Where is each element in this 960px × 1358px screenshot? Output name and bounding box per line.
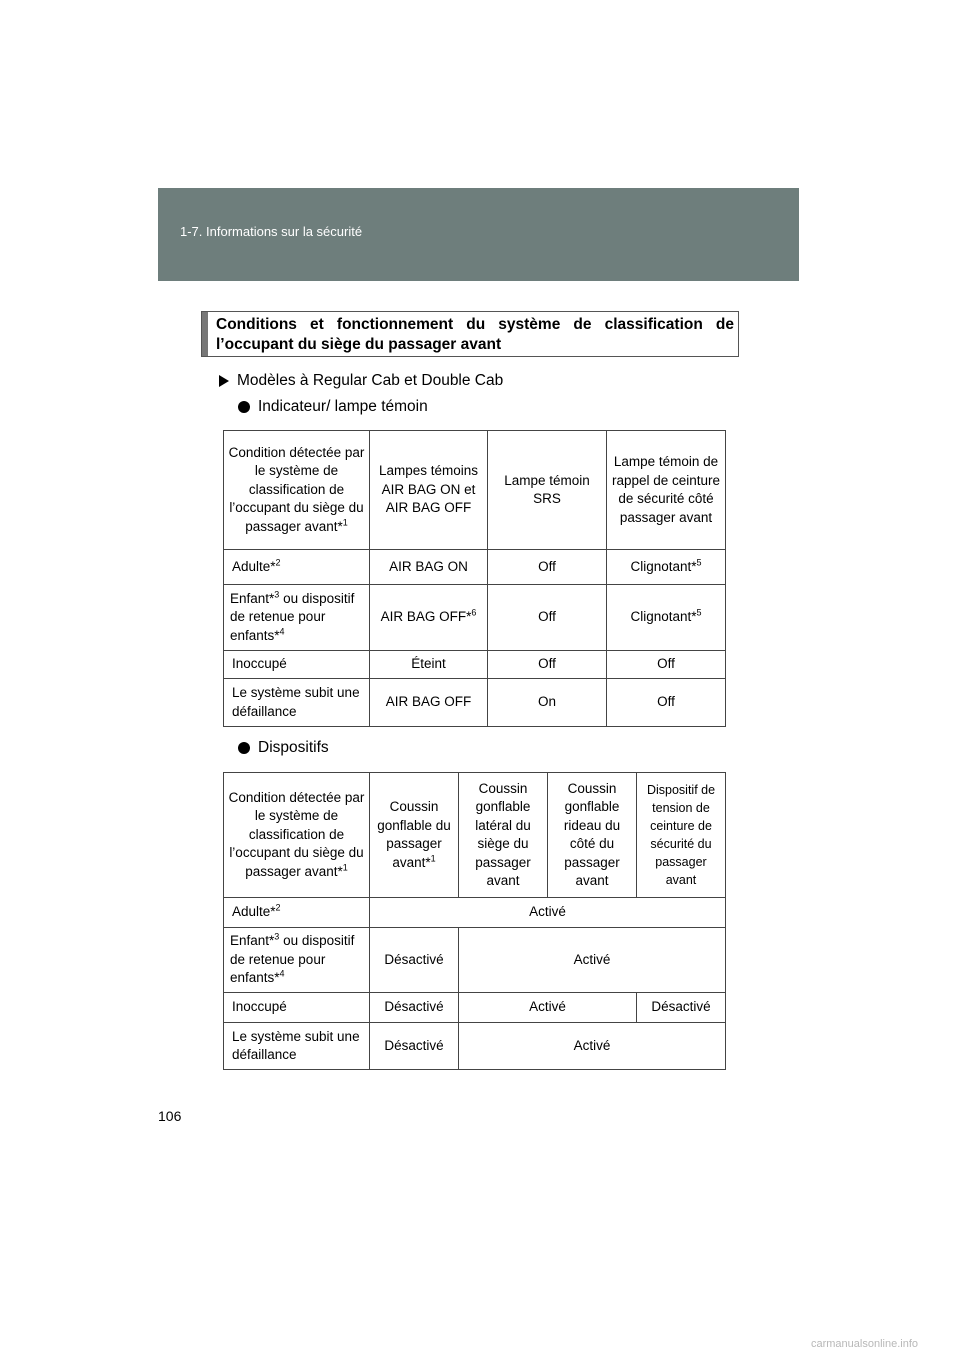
row-cell: AIR BAG OFF bbox=[370, 679, 488, 727]
models-text: Modèles à Regular Cab et Double Cab bbox=[237, 372, 504, 389]
header-curtain-airbag: Coussin gonflable rideau du côté du passager avant bbox=[548, 773, 637, 898]
header-srs-lamp: Lampe témoin SRS bbox=[488, 431, 607, 550]
header-side-airbag: Coussin gonflable latéral du siège du passager avant bbox=[459, 773, 548, 898]
row-cell: Activé bbox=[459, 993, 637, 1023]
row-condition: Le système subit une défaillance bbox=[224, 679, 370, 727]
row-cell: Off bbox=[488, 651, 607, 679]
row-condition: Adulte*$^2$ bbox=[224, 898, 370, 928]
row-cell: AIR BAG OFF*$^6$ bbox=[370, 585, 488, 651]
row-cell: Activé bbox=[459, 928, 726, 993]
indicator-heading bbox=[238, 398, 428, 416]
circle-bullet-icon bbox=[238, 742, 250, 754]
devices-table bbox=[223, 772, 726, 1070]
table-row bbox=[224, 928, 726, 993]
models-line bbox=[219, 372, 503, 390]
table-row bbox=[224, 1023, 726, 1070]
row-cell: Off bbox=[488, 550, 607, 585]
row-condition: Le système subit une défaillance bbox=[224, 1023, 370, 1070]
indicator-heading-text: Indicateur/ lampe témoin bbox=[258, 398, 428, 415]
row-condition: Adulte*$^2$ bbox=[224, 550, 370, 585]
header-seatbelt-lamp: Lampe témoin de rappel de ceinture de sécurité côté passager avant bbox=[607, 431, 726, 550]
header-airbag-lamps: Lampes témoins AIR BAG ON et AIR BAG OFF bbox=[370, 431, 488, 550]
row-cell: AIR BAG ON bbox=[370, 550, 488, 585]
row-cell: Off bbox=[488, 585, 607, 651]
row-condition: Enfant*$^3$ ou dispositif de retenue pour enfants*$^4$ bbox=[224, 928, 370, 993]
row-cell: Désactivé bbox=[370, 928, 459, 993]
row-cell: Activé bbox=[370, 898, 726, 928]
row-cell: Désactivé bbox=[637, 993, 726, 1023]
row-condition: Enfant*$^3$ ou dispositif de retenue pour enfants*$^4$ bbox=[224, 585, 370, 651]
indicator-table bbox=[223, 430, 726, 727]
row-condition: Inoccupé bbox=[224, 651, 370, 679]
row-cell: Désactivé bbox=[370, 993, 459, 1023]
table-row bbox=[224, 585, 726, 651]
table-row bbox=[224, 993, 726, 1023]
triangle-bullet-icon bbox=[219, 375, 229, 387]
row-cell: Clignotant*$^5$ bbox=[607, 550, 726, 585]
section-accent-bar bbox=[202, 312, 208, 356]
section-title: Conditions et fonctionnement du système de classification de l’occupant du siège du passager avant bbox=[216, 316, 734, 353]
header-pretensioner: Dispositif de tension de ceinture de sécurité du passager avant bbox=[637, 773, 726, 898]
row-condition: Inoccupé bbox=[224, 993, 370, 1023]
table-row bbox=[224, 679, 726, 727]
circle-bullet-icon bbox=[238, 401, 250, 413]
row-cell: Désactivé bbox=[370, 1023, 459, 1070]
indicator-table-header bbox=[224, 431, 726, 550]
page-number: 106 bbox=[158, 1108, 182, 1124]
watermark: carmanualsonline.info bbox=[810, 1338, 918, 1350]
row-cell: Activé bbox=[459, 1023, 726, 1070]
table-row bbox=[224, 550, 726, 585]
devices-table-header bbox=[224, 773, 726, 898]
row-cell: Off bbox=[607, 651, 726, 679]
header-condition: Condition détectée par le système de classification de l’occupant du siège du passager avant*$^1$ bbox=[224, 431, 370, 550]
row-cell: Clignotant*$^5$ bbox=[607, 585, 726, 651]
breadcrumb: 1-7. Informations sur la sécurité bbox=[180, 224, 363, 239]
devices-heading-text: Dispositifs bbox=[258, 739, 329, 756]
row-cell: On bbox=[488, 679, 607, 727]
header-band bbox=[158, 188, 799, 281]
header-condition: Condition détectée par le système de classification de l’occupant du siège du passager avant*$^1$ bbox=[224, 773, 370, 898]
header-passenger-airbag: Coussin gonflable du passager avant*$^1$ bbox=[370, 773, 459, 898]
row-cell: Off bbox=[607, 679, 726, 727]
table-row bbox=[224, 651, 726, 679]
row-cell: Éteint bbox=[370, 651, 488, 679]
devices-heading bbox=[238, 739, 329, 757]
table-row bbox=[224, 898, 726, 928]
section-title-box bbox=[201, 311, 739, 357]
